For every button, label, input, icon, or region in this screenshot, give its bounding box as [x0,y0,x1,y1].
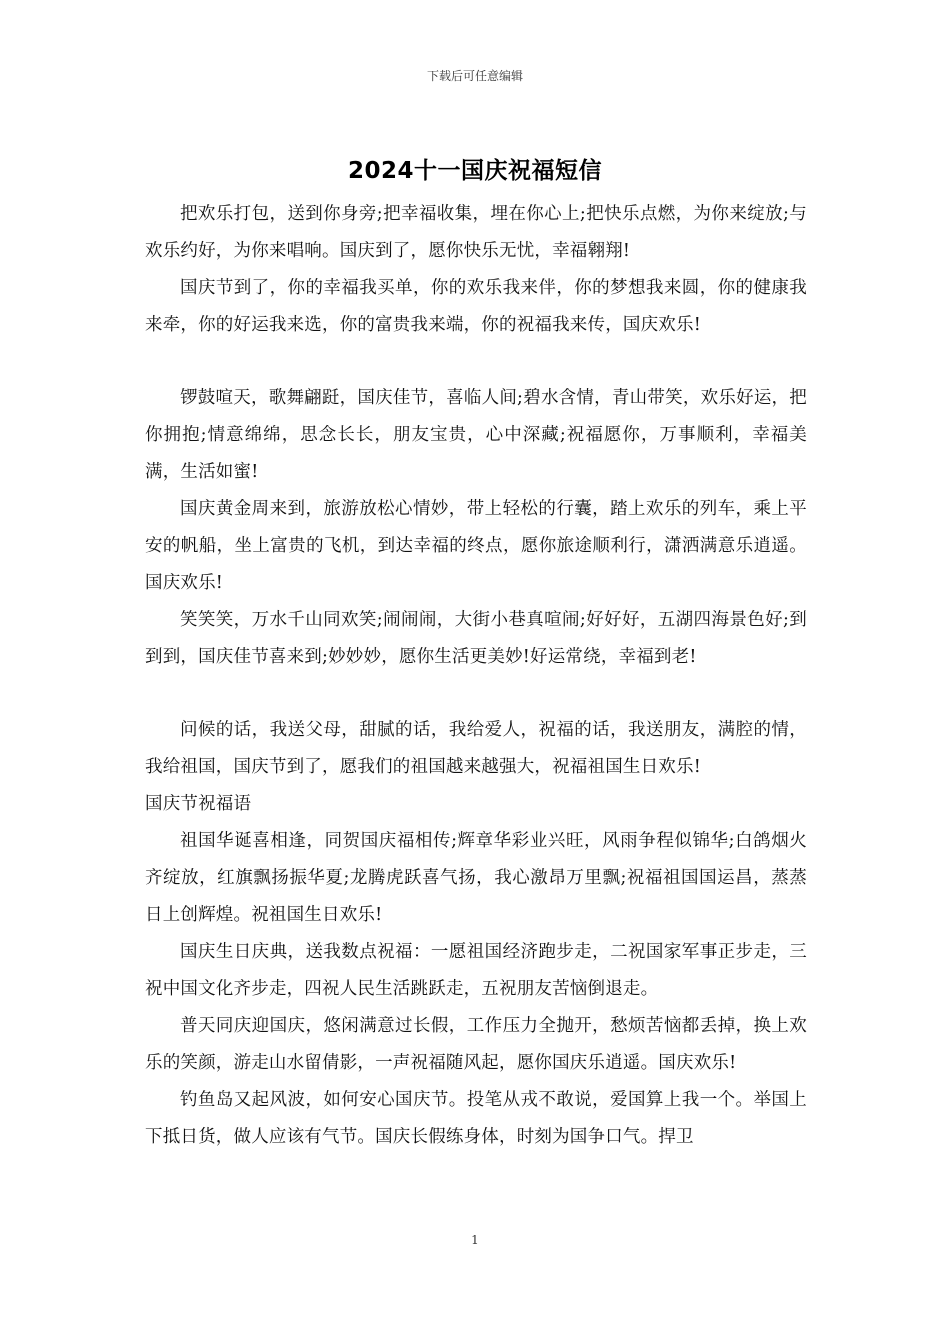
paragraph: 锣鼓喧天，歌舞翩跹，国庆佳节，喜临人间;碧水含情，青山带笑，欢乐好运，把你拥抱;情意绵绵，思念长长，朋友宝贵，心中深藏;祝福愿你，万事顺利，幸福美满，生活如蜜! [145,388,807,482]
paragraph: 国庆黄金周来到，旅游放松心情妙，带上轻松的行囊，踏上欢乐的列车，乘上平安的帆船，坐上富贵的飞机，到达幸福的终点，愿你旅途顺利行，潇洒满意乐逍遥。国庆欢乐! [145,499,807,593]
paragraph: 国庆节到了，你的幸福我买单，你的欢乐我来伴，你的梦想我来圆，你的健康我来牵，你的好运我来选，你的富贵我来端，你的祝福我来传，国庆欢乐! [145,278,807,335]
section-heading: 国庆节祝福语 [145,794,252,814]
paragraph: 把欢乐打包，送到你身旁;把幸福收集，埋在你心上;把快乐点燃，为你来绽放;与欢乐约好，为你来唱响。国庆到了，愿你快乐无忧，幸福翱翔! [145,204,807,261]
paragraph: 问候的话，我送父母，甜腻的话，我给爱人，祝福的话，我送朋友，满腔的情，我给祖国，国庆节到了，愿我们的祖国越来越强大，祝福祖国生日欢乐! [145,720,807,777]
paragraph: 钓鱼岛又起风波，如何安心国庆节。投笔从戎不敢说，爱国算上我一个。举国上下抵日货，做人应该有气节。国庆长假练身体，时刻为国争口气。捍卫 [145,1090,807,1147]
paragraph: 国庆生日庆典，送我数点祝福：一愿祖国经济跑步走，二祝国家军事正步走，三祝中国文化齐步走，四祝人民生活跳跃走，五祝朋友苦恼倒退走。 [145,942,807,999]
page-number: 1 [471,1233,479,1247]
page-header: 下载后可任意编辑 [426,69,523,83]
document-body [145,196,807,1156]
paragraph: 普天同庆迎国庆，悠闲满意过长假，工作压力全抛开，愁烦苦恼都丢掉，换上欢乐的笑颜，游走山水留倩影，一声祝福随风起，愿你国庆乐逍遥。国庆欢乐! [145,1016,807,1073]
paragraph: 祖国华诞喜相逢，同贺国庆福相传;辉章华彩业兴旺，风雨争程似锦华;白鸽烟火齐绽放，红旗飘扬振华夏;龙腾虎跃喜气扬，我心激昂万里飘;祝福祖国国运昌，蒸蒸日上创辉煌。祝祖国生日欢乐! [145,831,807,925]
document-title: 2024十一国庆祝福短信 [347,158,602,184]
paragraph: 笑笑笑，万水千山同欢笑;闹闹闹，大街小巷真喧闹;好好好，五湖四海景色好;到到到，国庆佳节喜来到;妙妙妙，愿你生活更美妙!好运常绕，幸福到老! [145,610,807,667]
